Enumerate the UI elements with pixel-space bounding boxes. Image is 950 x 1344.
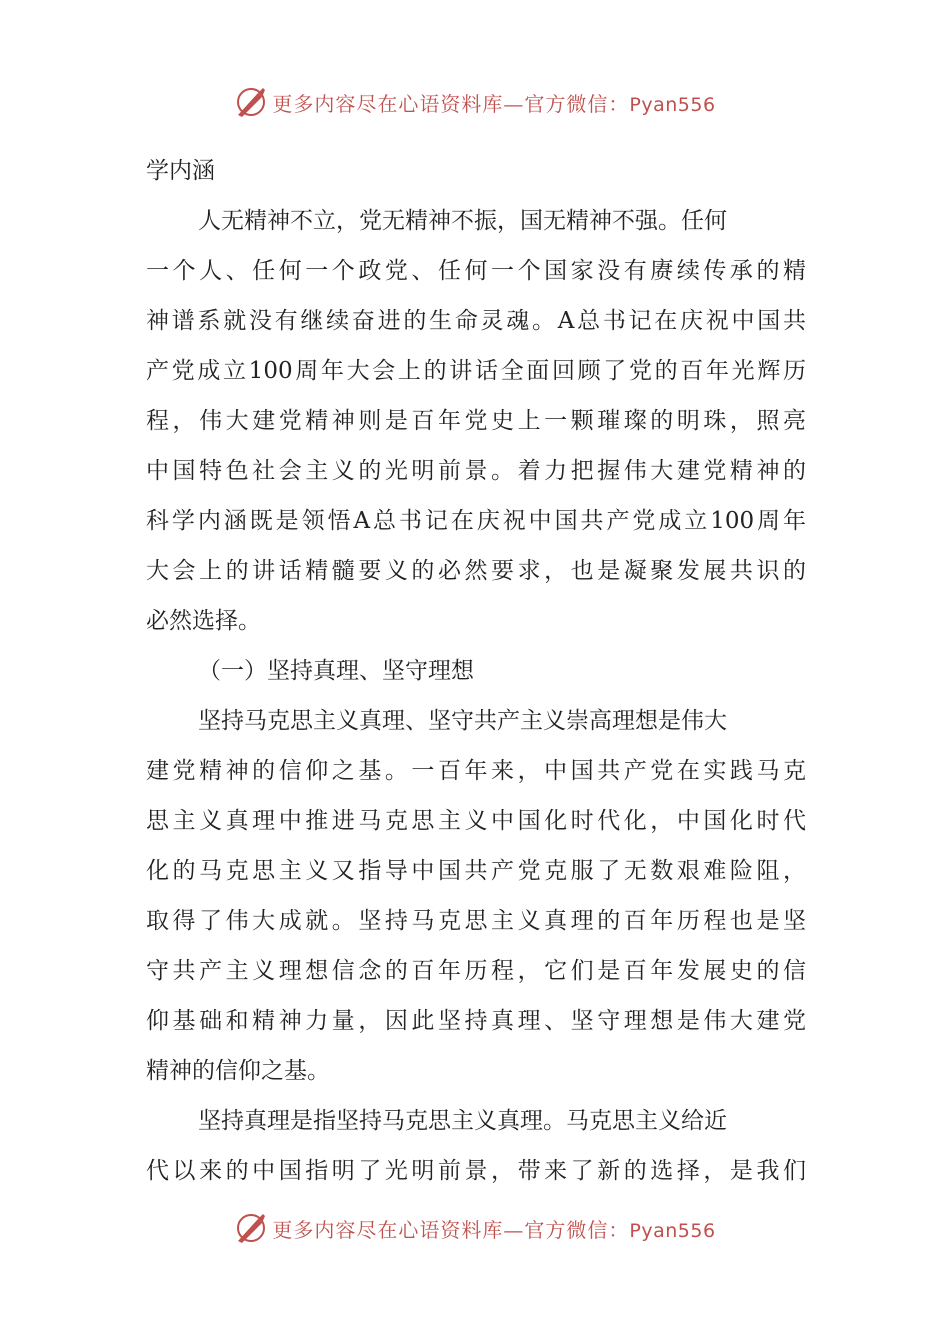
paragraph-line: 守共产主义理想信念的百年历程，它们是百年发展史的信 — [146, 958, 806, 984]
paragraph-line: 建党精神的信仰之基。一百年来，中国共产党在实践马克 — [146, 758, 806, 784]
text-line: 学内涵 — [146, 158, 215, 184]
paragraph-line: 科学内涵既是领悟A总书记在庆祝中国共产党成立100周年 — [146, 508, 806, 534]
paragraph-line: 中国特色社会主义的光明前景。着力把握伟大建党精神的 — [146, 458, 806, 484]
paragraph-line: 必然选择。 — [146, 608, 261, 634]
watermark-wechat-id: Pyan556 — [629, 93, 716, 116]
header-watermark — [0, 82, 950, 122]
paragraph-line: 产党成立100周年大会上的讲话全面回顾了党的百年光辉历 — [146, 358, 806, 384]
paragraph-line: 取得了伟大成就。坚持马克思主义真理的百年历程也是坚 — [146, 908, 806, 934]
paragraph-line: 神谱系就没有继续奋进的生命灵魂。A总书记在庆祝中国共 — [146, 308, 806, 334]
watermark-wechat-id: Pyan556 — [629, 1219, 716, 1242]
paragraph-line: 化的马克思主义又指导中国共产党克服了无数艰难险阻， — [146, 858, 806, 884]
paragraph-line: 代以来的中国指明了光明前景，带来了新的选择，是我们 — [146, 1158, 806, 1184]
footer-watermark — [0, 1208, 950, 1248]
watermark-text: 更多内容尽在心语资料库—官方微信：Pyan556 — [272, 1217, 716, 1242]
paragraph-line: 一个人、任何一个政党、任何一个国家没有赓续传承的精 — [146, 258, 806, 284]
paragraph-line: 程，伟大建党精神则是百年党史上一颗璀璨的明珠，照亮 — [146, 408, 806, 434]
paragraph-line: 坚持马克思主义真理、坚守共产主义崇高理想是伟大 — [198, 708, 727, 734]
paragraph-line: 大会上的讲话精髓要义的必然要求，也是凝聚发展共识的 — [146, 558, 806, 584]
paragraph-line: 思主义真理中推进马克思主义中国化时代化，中国化时代 — [146, 808, 806, 834]
paragraph-line: 精神的信仰之基。 — [146, 1058, 330, 1084]
watermark-text: 更多内容尽在心语资料库—官方微信：Pyan556 — [272, 91, 716, 116]
paragraph-line: 仰基础和精神力量，因此坚持真理、坚守理想是伟大建党 — [146, 1008, 806, 1034]
section-heading: （一）坚持真理、坚守理想 — [198, 658, 474, 684]
pen-logo-icon — [234, 1211, 268, 1245]
paragraph-line: 人无精神不立，党无精神不振，国无精神不强。任何 — [198, 208, 727, 234]
paragraph-line: 坚持真理是指坚持马克思主义真理。马克思主义给近 — [198, 1108, 727, 1134]
pen-logo-icon — [234, 85, 268, 119]
document-body — [146, 146, 806, 1196]
